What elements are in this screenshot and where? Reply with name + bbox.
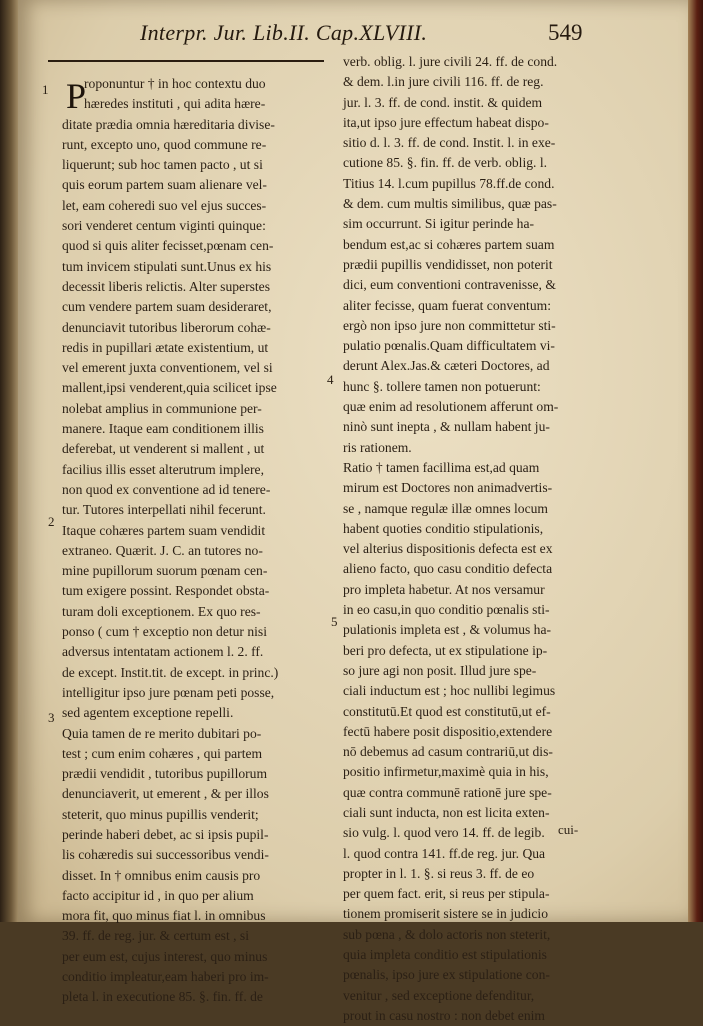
- margin-number-3: 3: [48, 710, 55, 725]
- text-line: mallent,ipsi venderent,quia scilicet ipse: [62, 380, 277, 396]
- text-line: & dem. cum multis similibus, quæ pas-: [343, 196, 557, 212]
- text-line: facilius illis esset alterutrum implere,: [62, 461, 264, 477]
- text-line: tionem promiserit sistere se in judicio: [343, 906, 549, 922]
- text-line: non quod ex conventione ad id tenere-: [62, 481, 271, 497]
- left-column: [62, 74, 330, 1008]
- text-line: denunciaverit, ut emerent , & per illos: [62, 786, 269, 802]
- text-line: manere. Itaque eam conditionem illis: [62, 421, 264, 437]
- text-line: turam doli exceptionem. Ex quo res-: [62, 603, 261, 619]
- text-line: prædii pupillis vendidisset, non poterit: [343, 256, 553, 272]
- text-line: ninò sunt inepta , & nullam habent ju-: [343, 419, 550, 435]
- text-line: verb. oblig. l. jure civili 24. ff. de cond.: [343, 54, 558, 69]
- text-line: aliter fecisse, quam fuerat conventum:: [343, 297, 551, 313]
- text-line: nolebat amplius in communione per-: [62, 400, 262, 416]
- text-line: bendum est,ac si cohæres partem suam: [343, 236, 555, 252]
- text-line: in eo casu,in quo conditio pœnalis sti-: [343, 602, 550, 618]
- text-line: pœnalis, ipso jure ex stipulatione con-: [343, 967, 550, 983]
- text-line: mirum est Doctores non animadvertis-: [343, 480, 553, 496]
- text-line: let, eam coheredi suo vel ejus succes-: [62, 197, 267, 213]
- text-line: pro impleta habetur. At nos versamur: [343, 581, 545, 597]
- text-line: ciali sunt inducta, non est licita exten-: [343, 804, 550, 820]
- right-column: [343, 52, 673, 1026]
- page-number: 549: [548, 20, 583, 45]
- text-line: sio vulg. l. quod vero 14. ff. de legib.: [343, 825, 545, 841]
- text-line: per quem fact. erit, si reus per stipula-: [343, 886, 550, 902]
- text-line: mora fit, quo minus fiat l. in omnibus: [62, 908, 266, 924]
- text-line: pulationis impleta est , & volumus ha-: [343, 622, 552, 638]
- text-line: l. quod contra 141. ff.de reg. jur. Qua: [343, 845, 546, 861]
- text-line: Titius 14. l.cum pupillus 78.ff.de cond.: [343, 175, 555, 191]
- margin-number-5: 5: [331, 614, 338, 629]
- text-line: jur. l. 3. ff. de cond. instit. & quidem: [343, 94, 543, 110]
- text-line: facto accipitur id , in quo per alium: [62, 887, 254, 903]
- margin-number-2: 2: [48, 514, 55, 529]
- text-line: per eum est, cujus interest, quo minus: [62, 948, 268, 964]
- text-line: quis eorum partem suam alienare vel-: [62, 177, 267, 193]
- text-line: positio infirmetur,maximè quia in his,: [343, 764, 549, 780]
- text-line: quia impleta conditio est stipulationis: [343, 947, 547, 963]
- text-line: dici, eum conventioni contravenisse, &: [343, 277, 556, 293]
- text-line: ciali inductum est ; hoc nullibi legimus: [343, 683, 556, 699]
- text-line: alieno facto, quo casu conditio defecta: [343, 561, 553, 577]
- text-line: quæ contra communē rationē jure spe-: [343, 784, 552, 800]
- text-line: habent quoties conditio stipulationis,: [343, 520, 544, 536]
- text-line: de except. Instit.tit. de except. in princ.): [62, 664, 279, 680]
- text-line: ergò non ipso jure non committetur sti-: [343, 317, 556, 333]
- margin-number-4: 4: [327, 372, 334, 387]
- book-binding: [0, 0, 20, 922]
- text-line: pulatio pœnalis.Quam difficultatem vi-: [343, 338, 555, 354]
- text-line: venitur , sed exceptione defenditur,: [343, 987, 535, 1003]
- text-line: 39. ff. de reg. jur. & certum est , si: [62, 928, 249, 944]
- text-line: cutione 85. §. fin. ff. de verb. oblig. l.: [343, 155, 547, 171]
- text-line: redis in pupillari ætate existentium, ut: [62, 339, 269, 355]
- text-line: steterit, quo minus pupillis venderit;: [62, 806, 259, 822]
- text-line: deferebat, ut venderent si mallent , ut: [62, 441, 265, 457]
- text-line: ponso ( cum † exceptio non detur nisi: [62, 624, 268, 640]
- text-line: fectū habere posit dispositio,extendere: [343, 723, 553, 739]
- text-line: Itaque cohæres partem suam vendidit: [62, 522, 266, 538]
- text-line: sitio d. l. 3. ff. de cond. Instit. l. in exe-: [343, 135, 556, 151]
- text-line: roponuntur † in hoc contextu duo: [84, 76, 266, 91]
- text-line: tur. Tutores interpellati nihil fecerunt.: [62, 502, 266, 518]
- text-line: vel emerent juxta conventionem, vel si: [62, 360, 273, 376]
- text-line: adversus intentatam actionem l. 2. ff.: [62, 644, 264, 660]
- margin-number-1: 1: [42, 82, 49, 97]
- text-line: prædii vendidit , tutoribus pupillorum: [62, 766, 268, 782]
- page-edge: [688, 0, 703, 922]
- text-line: nō debemus ad casum contrariū,ut dis-: [343, 744, 553, 760]
- text-line: decessit liberis relictis. Alter superstes: [62, 278, 271, 294]
- catchword: cui-: [558, 822, 579, 837]
- text-line: test ; cum enim cohæres , qui partem: [62, 745, 263, 761]
- text-line: so jure agi non posit. Illud jure spe-: [343, 662, 537, 678]
- text-line: sed agentem exceptione repelli.: [62, 705, 234, 721]
- text-line: & dem. l.in jure civili 116. ff. de reg.: [343, 74, 544, 90]
- text-line: sub pœna , & dolo actoris non steterit,: [343, 926, 551, 942]
- text-line: tum invicem stipulati sunt.Unus ex his: [62, 258, 272, 274]
- text-line: constitutū.Et quod est constitutū,ut ef-: [343, 703, 551, 719]
- text-line: Quia tamen de re merito dubitari po-: [62, 725, 262, 741]
- text-line: vel alterius dispositionis defecta est ex: [343, 541, 553, 557]
- header-rule: [48, 60, 324, 62]
- text-line: ris rationem.: [343, 439, 412, 455]
- text-line: sim occurrunt. Si igitur perinde ha-: [343, 216, 535, 232]
- text-line: ita,ut ipso jure effectum habeat dispo-: [343, 114, 549, 130]
- text-line: mine pupillorum suorum pœnam cen-: [62, 563, 268, 579]
- text-line: pleta l. in executione 85. §. fin. ff. de: [62, 989, 263, 1005]
- text-line: prout in casu nostro : non debet enim: [343, 1007, 545, 1023]
- drop-cap: P: [66, 76, 87, 116]
- text-line: liquerunt; sub hoc tamen pacto , ut si: [62, 157, 263, 173]
- text-line: cum vendere partem suam desideraret,: [62, 299, 272, 315]
- text-line: Ratio † tamen facillima est,ad quam: [343, 459, 540, 475]
- text-line: ditate prædia omnia hæreditaria divise-: [62, 116, 275, 132]
- text-line: sori venderet centum viginti quinque:: [62, 218, 266, 234]
- text-line: disset. In † omnibus enim causis pro: [62, 867, 261, 883]
- text-line: tum exigere possint. Respondet obsta-: [62, 583, 270, 599]
- running-title: Interpr. Jur. Lib.II. Cap.XLVIII.: [140, 20, 428, 45]
- text-line: quod si quis aliter fecisset,pœnam cen-: [62, 238, 274, 254]
- text-line: se , namque regulæ illæ omnes locum: [343, 500, 549, 516]
- text-line: beri pro defecta, ut ex stipulatione ip-: [343, 642, 548, 658]
- text-line: derunt Alex.Jas.& cæteri Doctores, ad: [343, 358, 550, 374]
- text-line: lis cohæredis sui successoribus vendi-: [62, 847, 269, 863]
- text-line: hæredes instituti , qui adita hære-: [84, 96, 266, 112]
- text-line: runt, excepto uno, quod commune re-: [62, 136, 267, 152]
- text-line: intelligitur ipso jure pœnam peti posse,: [62, 684, 275, 700]
- text-line: quæ enim ad resolutionem afferunt om-: [343, 399, 559, 415]
- text-line: propter in l. 1. §. si reus 3. ff. de eo: [343, 865, 535, 881]
- text-line: extraneo. Quærit. J. C. an tutores no-: [62, 542, 263, 558]
- text-line: denunciavit tutoribus liberorum cohæ-: [62, 319, 271, 335]
- text-line: perinde haberi debet, ac si ipsis pupil-: [62, 826, 269, 842]
- text-line: conditio impleatur,eam haberi pro im-: [62, 969, 269, 985]
- text-line: hunc §. tollere tamen non potuerunt:: [343, 378, 541, 394]
